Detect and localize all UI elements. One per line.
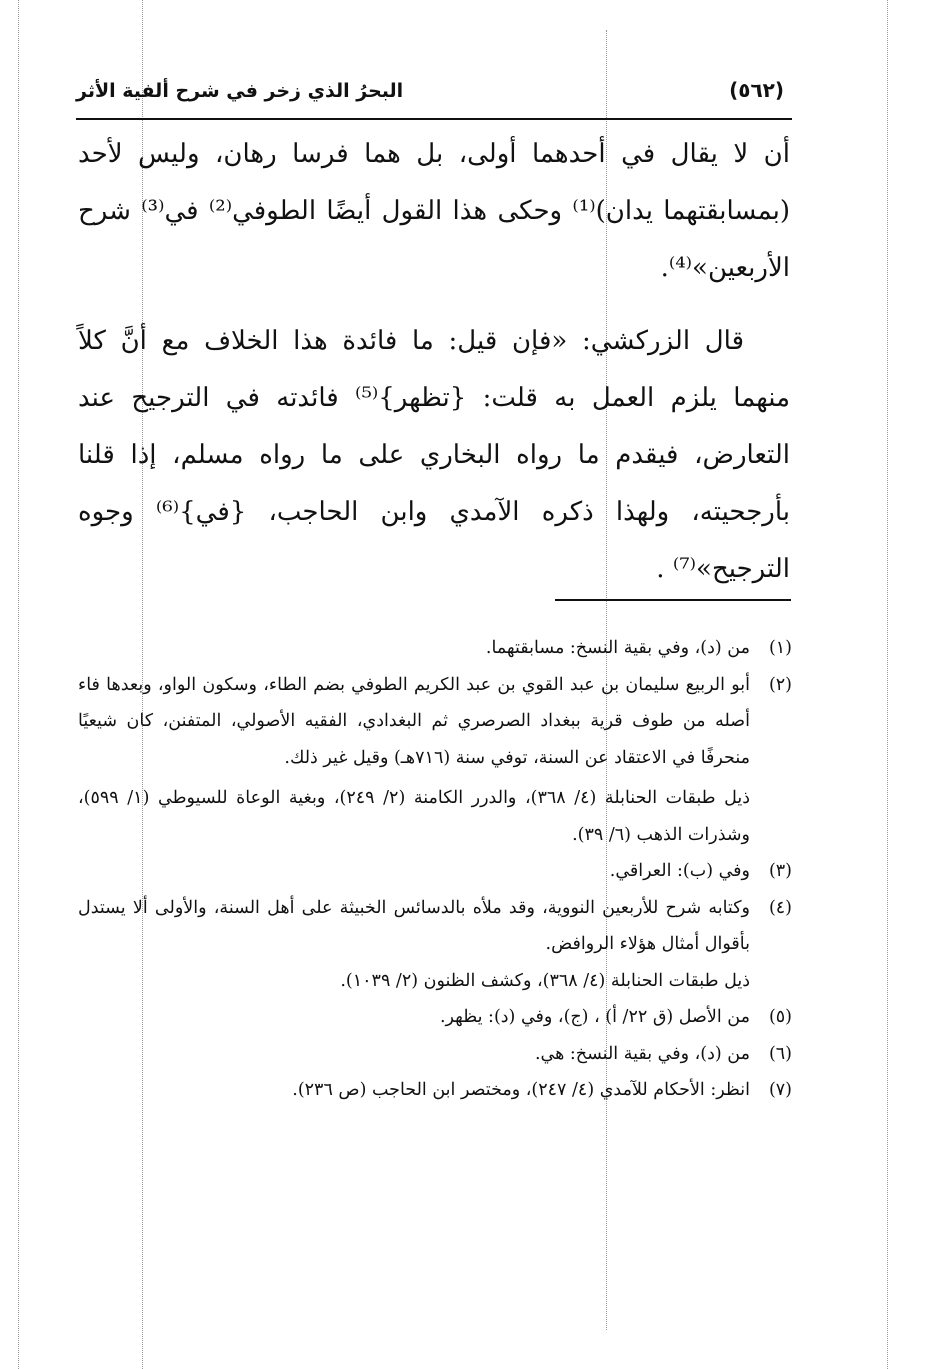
footnote-text: أبو الربيع سليمان بن عبد القوي بن عبد الكريم الطوفي بضم الطاء، وسكون الواو، وبعدها فاء أصله من طوف قرية ببغداد الصرصري ثم البغدادي، الفقيه الأصولي، المتفنن، كان شيعيًا منحرفًا في الاعتقاد عن السنة، توفي سنة (٧١٦هـ) وقيل غير ذلك. <box>78 674 750 768</box>
scan-line-right <box>887 0 888 1369</box>
footnote-number: (٤) <box>768 897 792 918</box>
footnote-text: من (د)، وفي بقية النسخ: هي. <box>534 1043 750 1064</box>
footnote-3 <box>78 853 792 890</box>
footnote-separator <box>555 599 791 601</box>
running-title: البحرُ الذي زخر في شرح ألفية الأثر <box>76 80 404 102</box>
footnote-text: انظر: الأحكام للآمدي (٤/ ٢٤٧)، ومختصر ابن الحاجب (ص ٢٣٦). <box>292 1080 750 1100</box>
footnote-5 <box>78 999 792 1036</box>
footnote-4-references: ذيل طبقات الحنابلة (٤/ ٣٦٨)، وكشف الظنون (٢/ ١٠٣٩). <box>340 970 750 991</box>
footnote-number: (٥) <box>768 1007 792 1027</box>
footnote-text: وفي (ب): العراقي. <box>609 861 750 881</box>
footnote-4 <box>78 890 792 963</box>
paragraph-2: قال الزركشي: «فإن قيل: ما فائدة هذا الخلاف مع أنَّ كلاً منهما يلزم العمل به قلت: {تظهر}⁽⁵⁾ فائدته في الترجيح عند التعارض، فيقدم ما رواه البخاري على ما رواه مسلم، إذا قلنا بأرجحيته، ولهذا ذكره الآمدي وابن الحاجب، {في}⁽⁶⁾ وجوه الترجيح»⁽⁷⁾ . <box>78 326 791 584</box>
footnote-2-references: ذيل طبقات الحنابلة (٤/ ٣٦٨)، والدرر الكامنة (٢/ ٢٤٩)، وبغية الوعاة للسيوطي (١/ ٥٩٩)، وشذرات الذهب (٦/ ٣٩). <box>78 788 751 845</box>
footnote-7 <box>78 1072 792 1109</box>
footnote-text: من (د)، وفي بقية النسخ: مسابقتهما. <box>485 638 750 658</box>
page-header <box>76 70 792 118</box>
main-text <box>78 126 790 598</box>
footnote-2 <box>78 667 792 777</box>
footnote-text: من الأصل (ق ٢٢/ أ) ، (ج)، وفي (د): يظهر. <box>439 1007 750 1027</box>
page-number: (٥٦٢) <box>729 78 784 102</box>
scan-line-left <box>18 0 19 1369</box>
footnote-text: وكتابه شرح للأربعين النووية، وقد ملأه بالدسائس الخبيثة على أهل السنة، والأولى ألا يستدل بأقوال أمثال هؤلاء الروافض. <box>78 897 750 954</box>
footnote-number: (٢) <box>768 674 792 695</box>
footnote-number: (١) <box>768 638 792 658</box>
footnote-number: (٧) <box>768 1080 792 1100</box>
paragraph-1: أن لا يقال في أحدهما أولى، بل هما فرسا رهان، وليس لأحد (بمسابقتهما يدان)⁽¹⁾ وحكى هذا القول أيضًا الطوفي⁽²⁾ في⁽³⁾ شرح الأربعين»⁽⁴⁾. <box>78 139 790 283</box>
footnote-6 <box>78 1036 792 1073</box>
header-rule <box>76 118 792 120</box>
footnotes <box>78 630 792 1109</box>
footnote-number: (٣) <box>768 861 792 881</box>
footnote-number: (٦) <box>768 1043 792 1064</box>
footnote-1 <box>78 630 792 667</box>
